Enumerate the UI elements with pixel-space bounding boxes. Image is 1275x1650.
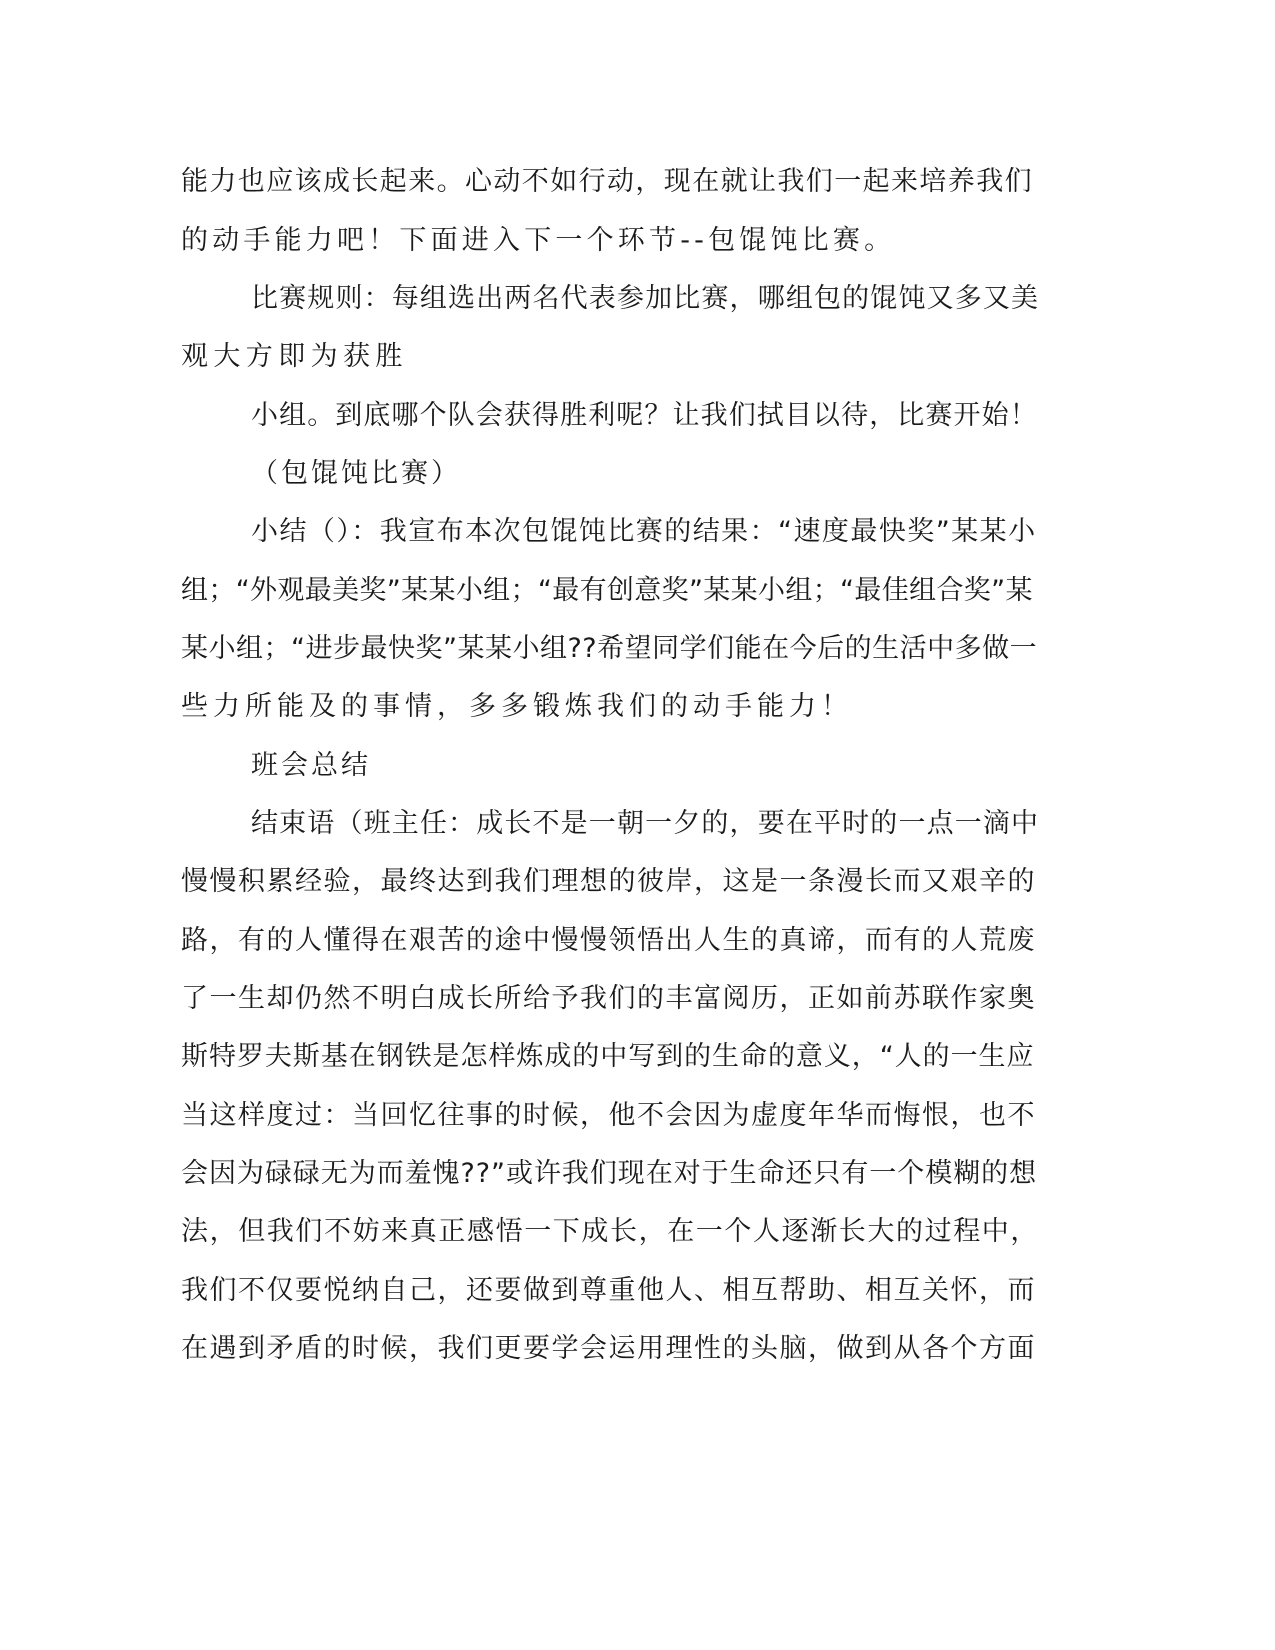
text-line: 小结（）：我宣布本次包馄饨比赛的结果：“速度最快奖”某某小 — [251, 516, 1037, 547]
text-line: 路，有的人懂得在艰苦的途中慢慢领悟出人生的真谛，而有的人荒废 — [181, 925, 1036, 956]
text-line: 法，但我们不妨来真正感悟一下成长，在一个人逐渐长大的过程中， — [181, 1216, 1039, 1247]
text-line: 结束语（班主任：成长不是一朝一夕的，要在平时的一点一滴中 — [251, 808, 1040, 839]
text-line: 当这样度过：当回忆往事的时候，他不会因为虚度年华而悔恨，也不 — [181, 1100, 1036, 1131]
text-line: 组；“外观最美奖”某某小组；“最有创意奖”某某小组；“最佳组合奖”某 — [181, 575, 1033, 606]
text-line: 比赛规则：每组选出两名代表参加比赛，哪组包的馄饨又多又美 — [251, 283, 1040, 314]
text-line: 些力所能及的事情，多多锻炼我们的动手能力！ — [181, 691, 853, 722]
text-line: 斯特罗夫斯基在钢铁是怎样炼成的中写到的生命的意义，“人的一生应 — [181, 1041, 1035, 1072]
text-line: 班会总结 — [251, 750, 371, 781]
text-line: 小组。到底哪个队会获得胜利呢？让我们拭目以待，比赛开始！ — [251, 400, 1038, 431]
text-line: 的动手能力吧！下面进入下一个环节--包馄饨比赛。 — [181, 225, 896, 256]
text-line: 慢慢积累经验，最终达到我们理想的彼岸，这是一条漫长而又艰辛的 — [181, 866, 1036, 897]
text-line: 某小组；“进步最快奖”某某小组??希望同学们能在今后的生活中多做一 — [181, 633, 1038, 664]
text-line: 了一生却仍然不明白成长所给予我们的丰富阅历，正如前苏联作家奥 — [181, 983, 1036, 1014]
text-line: 观大方即为获胜 — [181, 341, 408, 372]
text-line: 能力也应该成长起来。心动不如行动，现在就让我们一起来培养我们 — [181, 166, 1033, 197]
text-line: （包馄饨比赛） — [251, 458, 461, 489]
text-line: 在遇到矛盾的时候，我们更要学会运用理性的头脑，做到从各个方面 — [181, 1333, 1036, 1364]
text-line: 我们不仅要悦纳自己，还要做到尊重他人、相互帮助、相互关怀，而 — [181, 1275, 1036, 1306]
text-line: 会因为碌碌无为而羞愧??”或许我们现在对于生命还只有一个模糊的想 — [181, 1158, 1038, 1189]
